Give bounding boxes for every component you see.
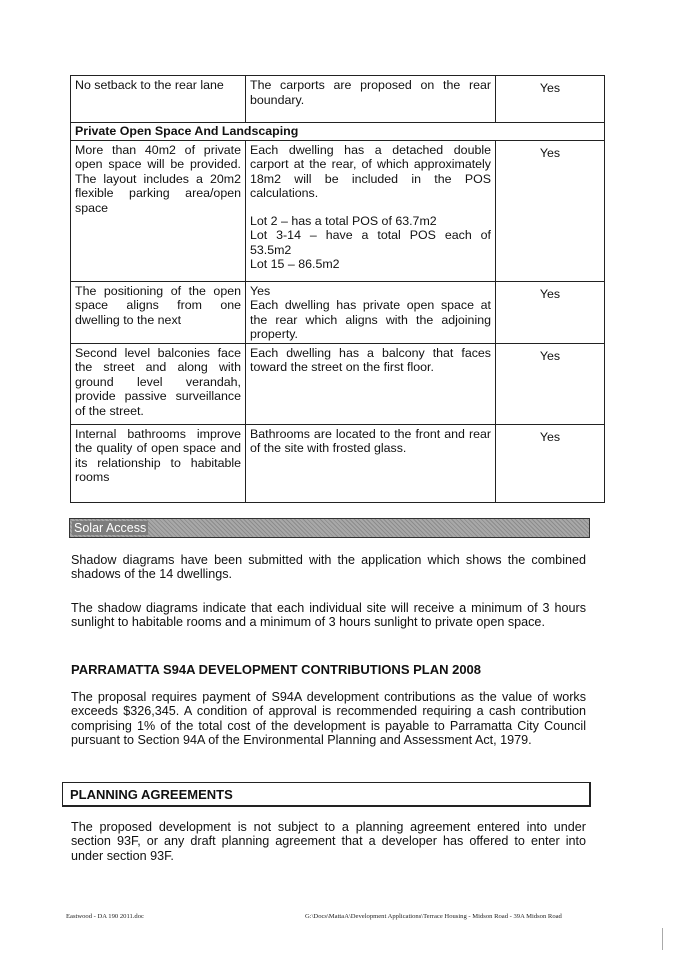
lot-3-14-text: Lot 3-14 – have a total POS each of 53.5m2: [250, 228, 491, 257]
section-row: [71, 123, 605, 141]
control-cell: Second level balconies face the street and along with ground level verandah, provide passive surveillance of the street.: [71, 343, 246, 424]
control-cell: Internal bathrooms improve the quality of open space and its relationship to habitable rooms: [71, 424, 246, 502]
solar-paragraph-2: The shadow diagrams indicate that each individual site will receive a minimum of 3 hours sunlight to habitable rooms and a minimum of 3 hours sunlight to private open space.: [71, 601, 586, 630]
table-row: [71, 343, 605, 424]
proposal-cell: [246, 140, 496, 281]
planning-paragraph: The proposed development is not subject to a planning agreement entered into under section 93F, or any draft planning agreement that a developer has offered to enter into under section 93F.: [71, 820, 586, 863]
footer-path: G:\Docs\MattaA\Development Applications\Terrace Housing - Midson Road - 39A Midson Road: [305, 913, 562, 920]
footer-filename: Eastwood - DA 190 2011.doc: [66, 913, 144, 920]
proposal-cell: Bathrooms are located to the front and rear of the site with frosted glass.: [246, 424, 496, 502]
proposal-cell: The carports are proposed on the rear boundary.: [246, 76, 496, 123]
contributions-heading: PARRAMATTA S94A DEVELOPMENT CONTRIBUTIONS PLAN 2008: [71, 662, 482, 677]
assessment-table: [70, 75, 605, 503]
table-row: [71, 76, 605, 123]
control-cell: The positioning of the open space aligns from one dwelling to the next: [71, 281, 246, 343]
compliance-cell: Yes: [496, 281, 605, 343]
proposal-text: Each dwelling has private open space at the rear which aligns with the adjoining property.: [250, 298, 491, 341]
table-row: [71, 140, 605, 281]
planning-agreements-heading-box: [62, 782, 591, 807]
planning-agreements-heading: PLANNING AGREEMENTS: [70, 787, 233, 802]
section-heading: Private Open Space And Landscaping: [71, 123, 605, 141]
lot-2-text: Lot 2 – has a total POS of 63.7m2: [250, 213, 437, 228]
compliance-cell: Yes: [496, 343, 605, 424]
proposal-cell: [246, 281, 496, 343]
compliance-cell: Yes: [496, 76, 605, 123]
lot-15-text: Lot 15 – 86.5m2: [250, 257, 340, 271]
compliance-cell: Yes: [496, 424, 605, 502]
table-row: [71, 281, 605, 343]
proposal-text: Each dwelling has a detached double carport at the rear, of which approximately 18m2 will be included in the POS calculations.: [250, 142, 491, 200]
control-cell: No setback to the rear lane: [71, 76, 246, 123]
solar-access-heading: Solar Access: [74, 521, 147, 535]
solar-paragraph-1: Shadow diagrams have been submitted with the application which shows the combined shadows of the 14 dwellings.: [71, 553, 586, 582]
table-row: [71, 424, 605, 502]
solar-access-heading-bar: [69, 518, 590, 538]
contributions-paragraph: The proposal requires payment of S94A development contributions as the value of works exceeds $326,345. A condition of approval is recommended requiring a cash contribution comprising 1% of the total cost of the development is payable to Parramatta City Council pursuant to Section 94A of the Environmental Planning and Assessment Act, 1979.: [71, 690, 586, 748]
proposal-yes-text: Yes: [250, 283, 271, 298]
compliance-cell: Yes: [496, 140, 605, 281]
control-cell: More than 40m2 of private open space will be provided. The layout includes a 20m2 flexible parking area/open space: [71, 140, 246, 281]
page-edge-mark: [662, 928, 663, 950]
proposal-cell: Each dwelling has a balcony that faces toward the street on the first floor.: [246, 343, 496, 424]
